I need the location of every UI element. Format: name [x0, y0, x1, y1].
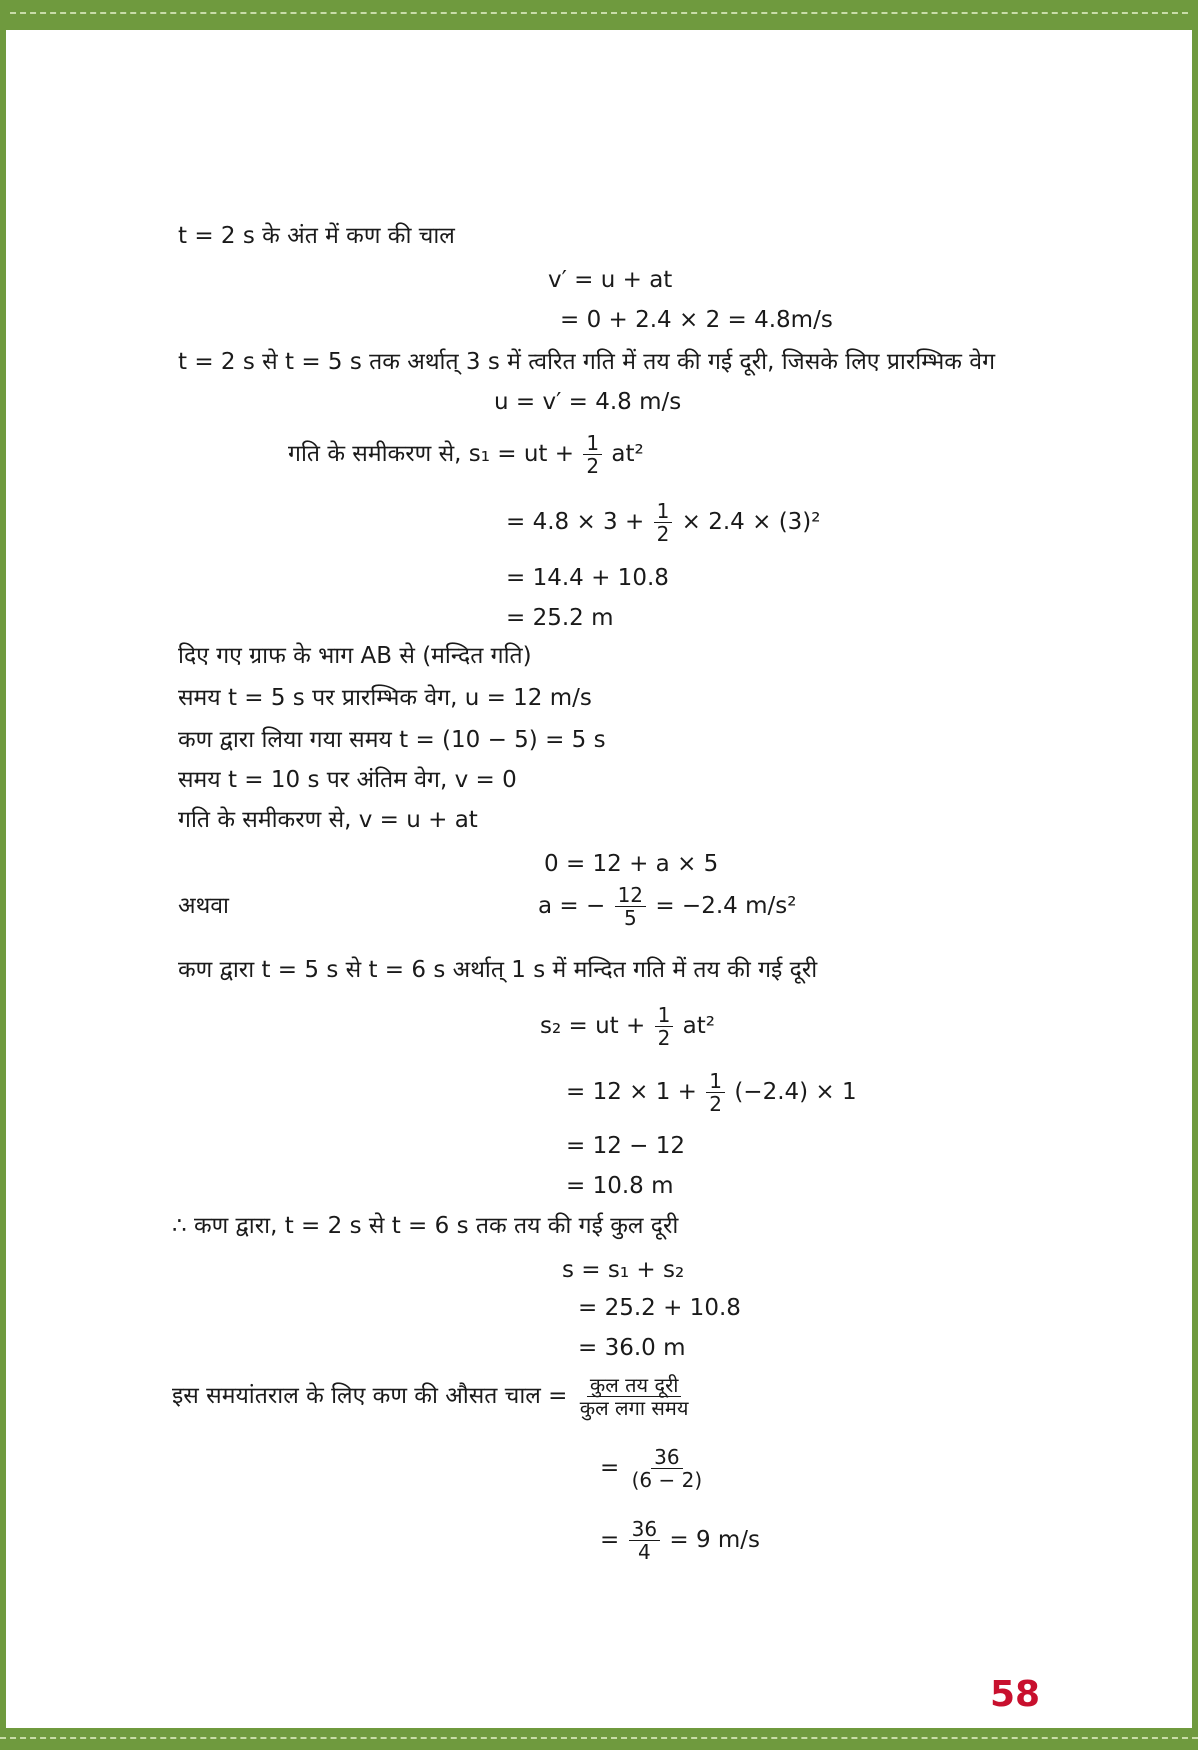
fraction — [655, 1004, 674, 1049]
fraction-denominator: 2 — [657, 1026, 671, 1050]
equation-prefix: s₂ = ut + — [540, 1013, 646, 1039]
equation-suffix: × 2.4 × (3)² — [681, 509, 821, 535]
fraction-numerator: 36 — [651, 1446, 682, 1469]
bottom-border — [0, 1728, 1198, 1750]
left-border — [0, 0, 6, 1750]
equation-suffix: at² — [682, 1013, 715, 1039]
fraction-numerator: 1 — [706, 1070, 725, 1093]
fraction-denominator: 2 — [709, 1092, 723, 1116]
equation-line: = 36.0 m — [578, 1335, 686, 1361]
fraction-numerator: 12 — [615, 884, 646, 907]
equation-line: u = v′ = 4.8 m/s — [494, 389, 682, 415]
fraction — [583, 432, 602, 477]
fraction-denominator: 2 — [656, 522, 670, 546]
text-line: समय t = 10 s पर अंतिम वेग, v = 0 — [178, 767, 517, 793]
equation-line: = 0 + 2.4 × 2 = 4.8m/s — [560, 307, 833, 333]
fraction-numerator: 1 — [654, 500, 673, 523]
equation-prefix: = 4.8 × 3 + — [506, 509, 645, 535]
equation-suffix: (−2.4) × 1 — [734, 1079, 857, 1105]
fraction — [629, 1446, 706, 1491]
fraction-denominator: 2 — [586, 454, 600, 478]
equation-suffix: at² — [611, 441, 644, 467]
text-line: अथवा — [178, 893, 230, 919]
fraction-denominator: 4 — [637, 1540, 651, 1564]
fraction — [654, 500, 673, 545]
equation-line — [540, 1004, 715, 1049]
equation-prefix: = — [600, 1527, 620, 1553]
fraction-numerator: कुल तय दूरी — [587, 1374, 682, 1397]
fraction-numerator: 1 — [583, 432, 602, 455]
equation-prefix: = — [600, 1455, 620, 1481]
text-line: समय t = 5 s पर प्रारम्भिक वेग, u = 12 m/s — [178, 685, 592, 711]
equation-prefix: a = − — [538, 893, 606, 919]
equation-line — [600, 1518, 760, 1563]
text-line: दिए गए ग्राफ के भाग AB से (मन्दित गति) — [178, 643, 532, 669]
fraction — [706, 1070, 725, 1115]
equation-line — [538, 884, 796, 929]
fraction-denominator: (6 − 2) — [631, 1468, 703, 1492]
text-line: कण द्वारा t = 5 s से t = 6 s अर्थात् 1 s में मन्दित गति में तय की गई दूरी — [178, 957, 818, 983]
equation-line — [288, 432, 644, 477]
equation-line: = 12 − 12 — [566, 1133, 686, 1159]
text-line: कण द्वारा लिया गया समय t = (10 − 5) = 5 s — [178, 727, 606, 753]
top-border — [0, 0, 1198, 30]
equation-prefix: इस समयांतराल के लिए कण की औसत चाल = — [172, 1383, 568, 1409]
equation-suffix: = 9 m/s — [669, 1527, 761, 1553]
fraction-numerator: 36 — [629, 1518, 660, 1541]
fraction — [577, 1374, 692, 1419]
equation-prefix: गति के समीकरण से, s₁ = ut + — [288, 441, 575, 467]
equation-line — [600, 1446, 707, 1491]
equation-line: = 25.2 + 10.8 — [578, 1295, 741, 1321]
page-number: 58 — [990, 1674, 1041, 1715]
equation-line: 0 = 12 + a × 5 — [544, 851, 719, 877]
fraction — [615, 884, 646, 929]
equation-suffix: = −2.4 m/s² — [655, 893, 797, 919]
equation-line: v′ = u + at — [548, 267, 673, 293]
equation-line — [566, 1070, 857, 1115]
equation-line: = 25.2 m — [506, 605, 614, 631]
equation-prefix: = 12 × 1 + — [566, 1079, 697, 1105]
equation-line: = 10.8 m — [566, 1173, 674, 1199]
right-border — [1192, 0, 1198, 1750]
equation-line: s = s₁ + s₂ — [562, 1257, 685, 1283]
text-line: t = 2 s के अंत में कण की चाल — [178, 223, 455, 249]
fraction-denominator: 5 — [623, 906, 637, 930]
text-line: गति के समीकरण से, v = u + at — [178, 807, 478, 833]
fraction — [629, 1518, 660, 1563]
fraction-numerator: 1 — [655, 1004, 674, 1027]
equation-line: = 14.4 + 10.8 — [506, 565, 669, 591]
text-line: ∴ कण द्वारा, t = 2 s से t = 6 s तक तय की गई कुल दूरी — [172, 1213, 679, 1239]
equation-line — [172, 1374, 694, 1419]
fraction-denominator: कुल लगा समय — [579, 1396, 689, 1420]
text-line: t = 2 s से t = 5 s तक अर्थात् 3 s में त्वरित गति में तय की गई दूरी, जिसके लिए प्रारम्भिक वेग — [178, 349, 996, 375]
equation-line — [506, 500, 821, 545]
